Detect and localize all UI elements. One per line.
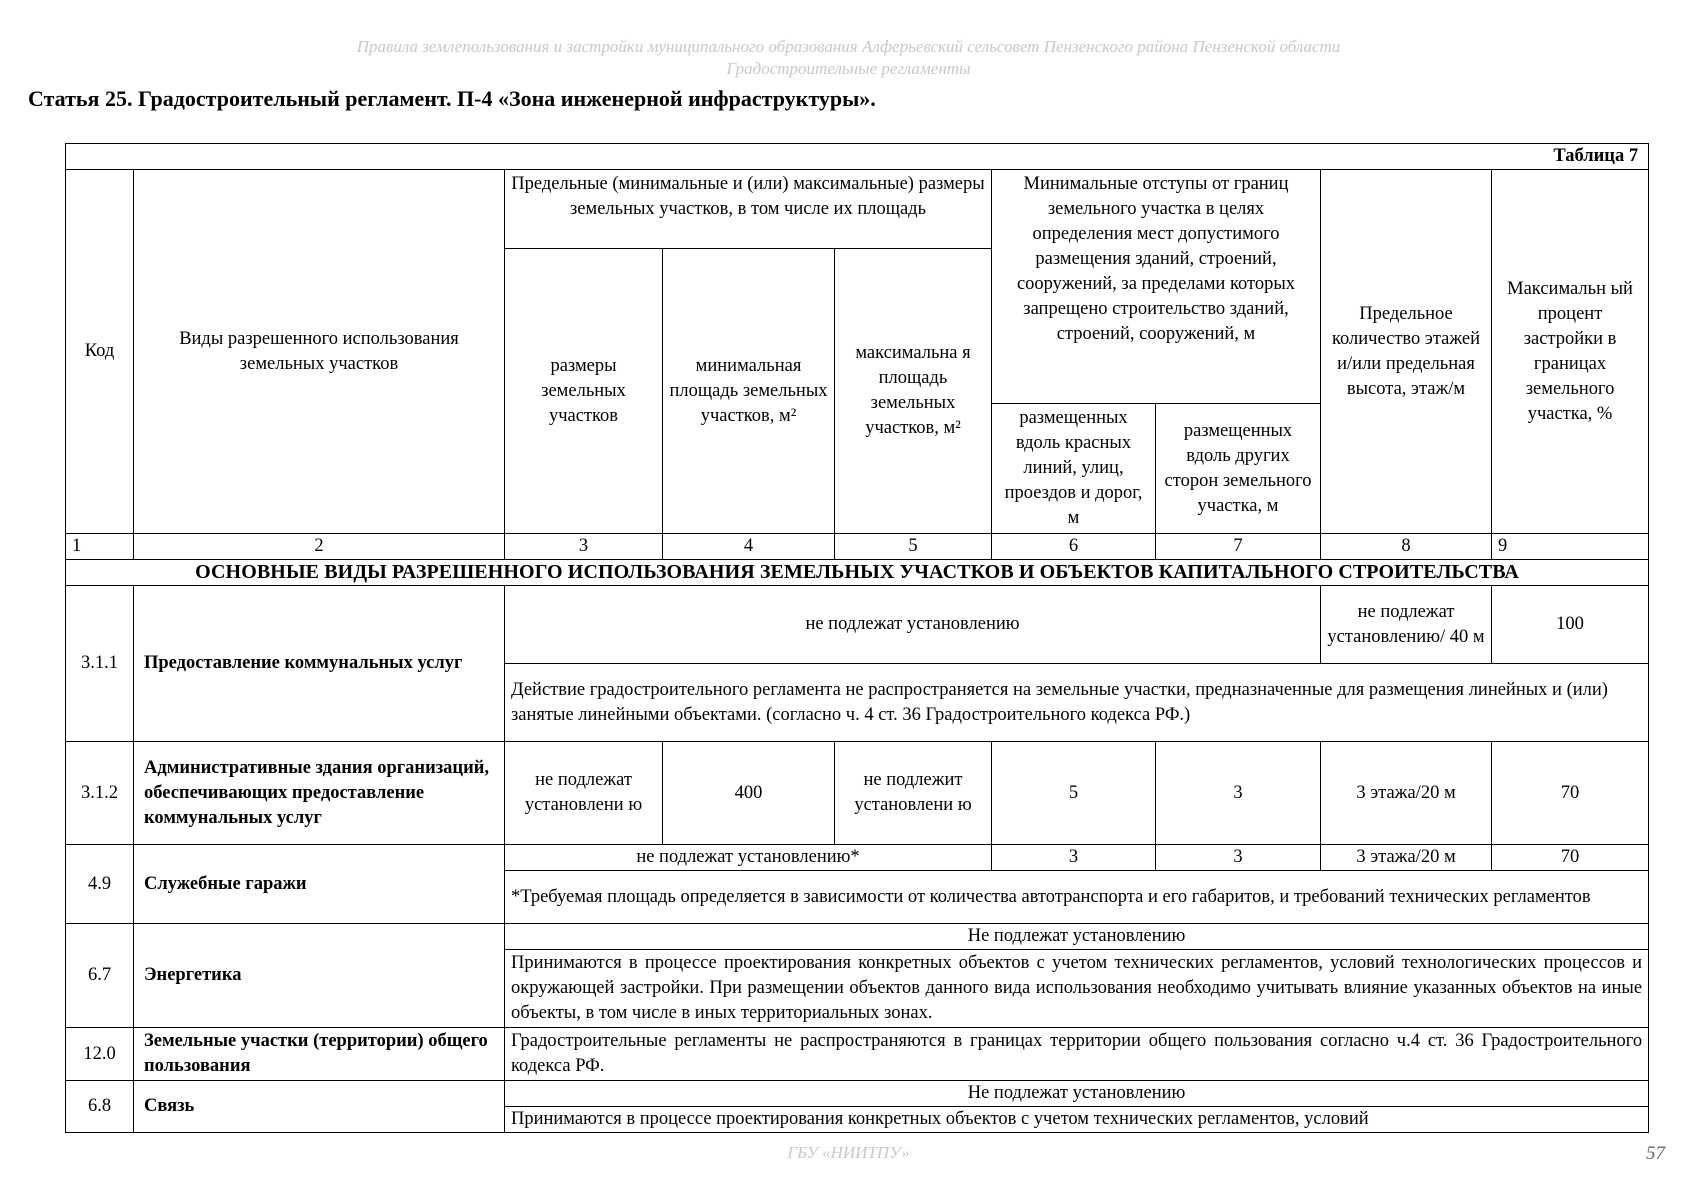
header-max-area: максимальна я площадь земельных участков, м²	[835, 249, 992, 534]
row-code: 3.1.1	[66, 586, 134, 742]
row-coverage: 70	[1492, 742, 1649, 845]
row-params: Не подлежат установлению	[505, 924, 1649, 950]
header-use-types: Виды разрешенного использования земельных участков	[134, 170, 505, 534]
table-row	[66, 845, 1649, 871]
col-number: 6	[992, 534, 1156, 560]
table-row	[66, 924, 1649, 950]
row-coverage: 100	[1492, 586, 1649, 664]
row-setback-red: 5	[992, 742, 1156, 845]
row-name: Предоставление коммунальных услуг	[134, 586, 505, 742]
header-setback-red: размещенных вдоль красных линий, улиц, проездов и дорог, м	[992, 404, 1156, 534]
header-coverage: Максимальн ый процент застройки в границах земельного участка, %	[1492, 170, 1649, 534]
row-code: 6.8	[66, 1081, 134, 1133]
table-row	[66, 1081, 1649, 1107]
row-name: Административные здания организаций, обеспечивающих предоставление коммунальных услуг	[134, 742, 505, 845]
header-plot-limits: Предельные (минимальные и (или) максимальные) размеры земельных участков, в том числе их площадь	[505, 170, 992, 249]
row-setback-red: 3	[992, 845, 1156, 871]
header-code: Код	[66, 170, 134, 534]
footer-org: ГБУ «НИИТПУ»	[787, 1143, 910, 1162]
header-floors: Предельное количество этажей и/или предельная высота, этаж/м	[1321, 170, 1492, 534]
col-number: 2	[134, 534, 505, 560]
row-code: 6.7	[66, 924, 134, 1028]
row-note: Градостроительные регламенты не распространяются в границах территории общего пользования согласно ч.4 ст. 36 Градостроительного кодекса РФ.	[505, 1028, 1649, 1081]
col-number: 9	[1492, 534, 1649, 560]
col-number: 7	[1156, 534, 1321, 560]
row-floors: не подлежат установлению/ 40 м	[1321, 586, 1492, 664]
row-min-area: 400	[663, 742, 835, 845]
row-setback-other: 3	[1156, 742, 1321, 845]
col-number: 4	[663, 534, 835, 560]
row-name: Связь	[134, 1081, 505, 1133]
row-params: не подлежат установлению	[505, 586, 1321, 664]
regulation-table	[65, 143, 1649, 1133]
row-code: 4.9	[66, 845, 134, 924]
row-params: Не подлежат установлению	[505, 1081, 1649, 1107]
running-header-line1: Правила землепользования и застройки муниципального образования Алферьевский сельсовет Пензенского района Пензенской области	[356, 37, 1341, 56]
header-min-area: минимальная площадь земельных участков, м²	[663, 249, 835, 534]
section-title: ОСНОВНЫЕ ВИДЫ РАЗРЕШЕННОГО ИСПОЛЬЗОВАНИЯ ЗЕМЕЛЬНЫХ УЧАСТКОВ И ОБЪЕКТОВ КАПИТАЛЬНОГО СТРОИТЕЛЬСТВА	[66, 560, 1649, 586]
row-note: Принимаются в процессе проектирования конкретных объектов с учетом технических регламентов, условий	[505, 1107, 1649, 1133]
row-name: Служебные гаражи	[134, 845, 505, 924]
row-plot-size: не подлежат установлени ю	[505, 742, 663, 845]
row-floors: 3 этажа/20 м	[1321, 845, 1492, 871]
header-setback-other: размещенных вдоль других сторон земельного участка, м	[1156, 404, 1321, 534]
table-row	[66, 586, 1649, 664]
col-number: 3	[505, 534, 663, 560]
col-number: 1	[66, 534, 134, 560]
row-note: Принимаются в процессе проектирования конкретных объектов с учетом технических регламентов, условий технологических процессов и окружающей застройки. При размещении объектов данного вида использования необходимо учитывать влияние указанных объектов на иные объекты, в том числе в иных территориальных зонах.	[505, 950, 1649, 1028]
row-max-area: не подлежит установлени ю	[835, 742, 992, 845]
header-setbacks: Минимальные отступы от границ земельного участка в целях определения мест допустимого размещения зданий, строений, сооружений, за пределами которых запрещено строительство зданий, строений, сооружений, м	[992, 170, 1321, 404]
row-floors: 3 этажа/20 м	[1321, 742, 1492, 845]
column-numbers-row	[66, 534, 1649, 560]
row-params: не подлежат установлению*	[505, 845, 992, 871]
col-number: 5	[835, 534, 992, 560]
row-note: Действие градостроительного регламента не распространяется на земельные участки, предназначенные для размещения линейных и (или) занятые линейными объектами. (согласно ч. 4 ст. 36 Градостроительного кодекса РФ.)	[505, 664, 1649, 742]
row-coverage: 70	[1492, 845, 1649, 871]
table-row	[66, 742, 1649, 845]
header-plot-size: размеры земельных участков	[505, 249, 663, 534]
table-caption: Таблица 7	[66, 144, 1649, 170]
col-number: 8	[1321, 534, 1492, 560]
row-code: 12.0	[66, 1028, 134, 1081]
row-code: 3.1.2	[66, 742, 134, 845]
page-number: 57	[1646, 1143, 1665, 1164]
row-name: Земельные участки (территории) общего пользования	[134, 1028, 505, 1081]
table-row	[66, 1028, 1649, 1081]
running-header-line2: Градостроительные регламенты	[726, 59, 971, 78]
article-title: Статья 25. Градостроительный регламент. П-4 «Зона инженерной инфраструктуры».	[28, 86, 876, 111]
row-setback-other: 3	[1156, 845, 1321, 871]
row-note: *Требуемая площадь определяется в зависимости от количества автотранспорта и его габаритов, и требований технических регламентов	[505, 871, 1649, 924]
running-header	[0, 36, 1697, 80]
row-name: Энергетика	[134, 924, 505, 1028]
